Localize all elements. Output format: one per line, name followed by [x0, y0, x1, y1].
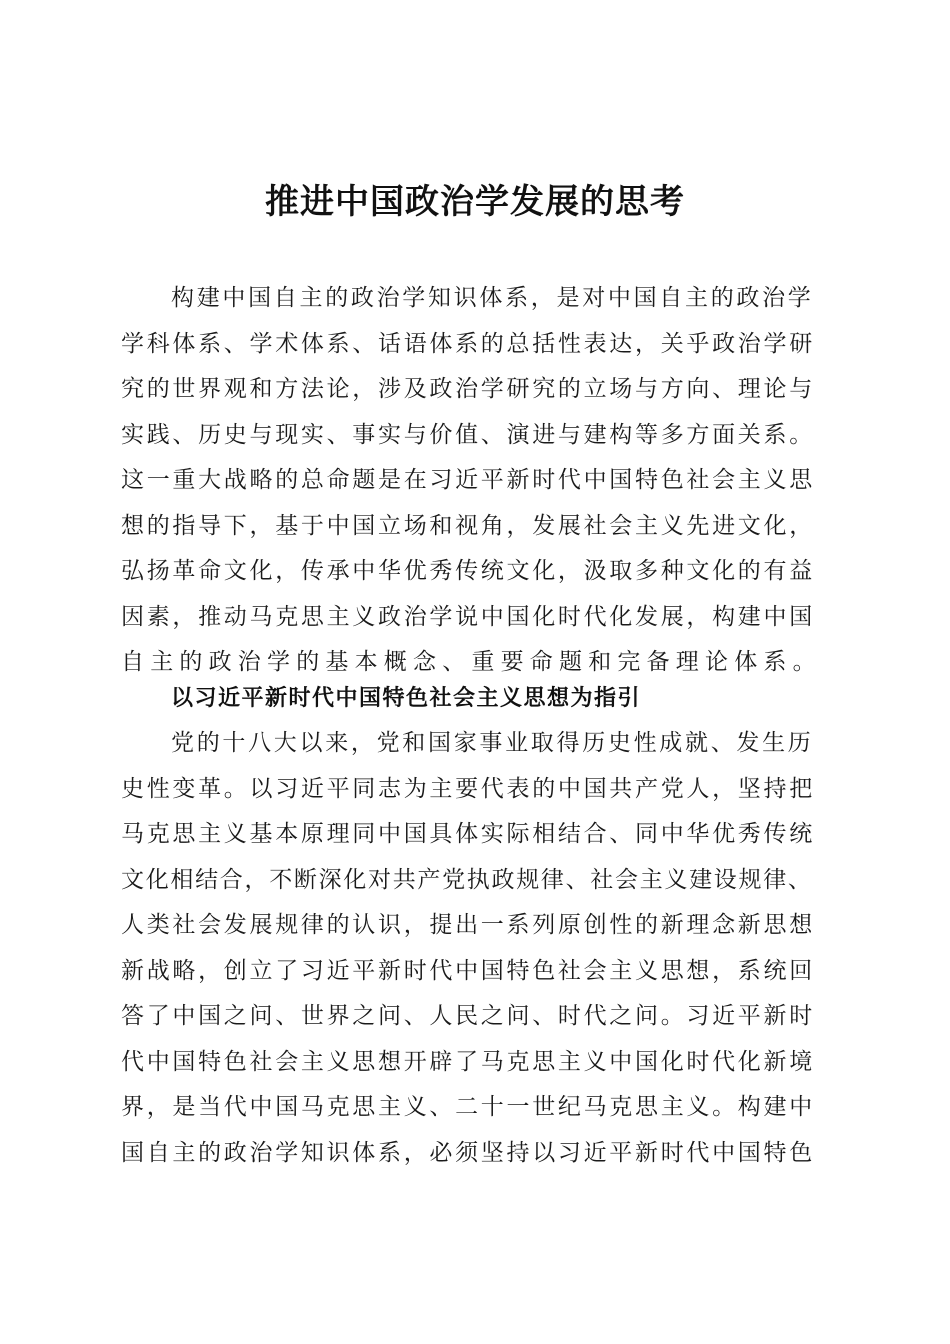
paragraph-line: 文化相结合，不断深化对共产党执政规律、社会主义建设规律、 [121, 866, 813, 893]
paragraph-line: 党的十八大以来，党和国家事业取得历史性成就、发生历 [171, 730, 814, 756]
paragraph-line: 代中国特色社会主义思想开辟了马克思主义中国化时代化新境 [121, 1048, 815, 1075]
section-heading: 以习近平新时代中国特色社会主义思想为指引 [171, 686, 642, 711]
paragraph-line: 学科体系、学术体系、话语体系的总括性表达，关乎政治学研 [121, 330, 815, 357]
paragraph-line: 人类社会发展规律的认识，提出一系列原创性的新理念新思想 [121, 912, 815, 938]
paragraph-line: 界，是当代中国马克思主义、二十一世纪马克思主义。构建中 [121, 1094, 815, 1120]
paragraph-line: 新战略，创立了习近平新时代中国特色社会主义思想，系统回 [121, 957, 815, 984]
paragraph-line: 马克思主义基本原理同中国具体实际相结合、同中华优秀传统 [121, 821, 815, 847]
paragraph-line: 想的指导下，基于中国立场和视角，发展社会主义先进文化， [121, 512, 815, 539]
paragraph-line: 构建中国自主的政治学知识体系，是对中国自主的政治学 [171, 285, 814, 311]
paragraph-line: 实践、历史与现实、事实与价值、演进与建构等多方面关系。 [121, 421, 815, 448]
paragraph-line: 史性变革。以习近平同志为主要代表的中国共产党人，坚持把 [121, 775, 815, 802]
paragraph-line: 答了中国之问、世界之问、人民之问、时代之问。习近平新时 [121, 1003, 815, 1029]
paragraph-section [121, 721, 821, 1176]
paragraph-line: 自主的政治学的基本概念、重要命题和完备理论体系。 [121, 649, 822, 675]
paragraph-line: 这一重大战略的总命题是在习近平新时代中国特色社会主义思 [121, 467, 815, 493]
paragraph-line: 国自主的政治学知识体系，必须坚持以习近平新时代中国特色 [121, 1139, 815, 1166]
paragraph-line: 究的世界观和方法论，涉及政治学研究的立场与方向、理论与 [121, 376, 815, 402]
paragraph-line: 因素，推动马克思主义政治学说中国化时代化发展，构建中国 [121, 603, 815, 630]
paragraph-line: 弘扬革命文化，传承中华优秀传统文化，汲取多种文化的有益 [121, 558, 815, 584]
document-title: 推进中国政治学发展的思考 [265, 182, 685, 222]
paragraph-intro [121, 276, 821, 686]
